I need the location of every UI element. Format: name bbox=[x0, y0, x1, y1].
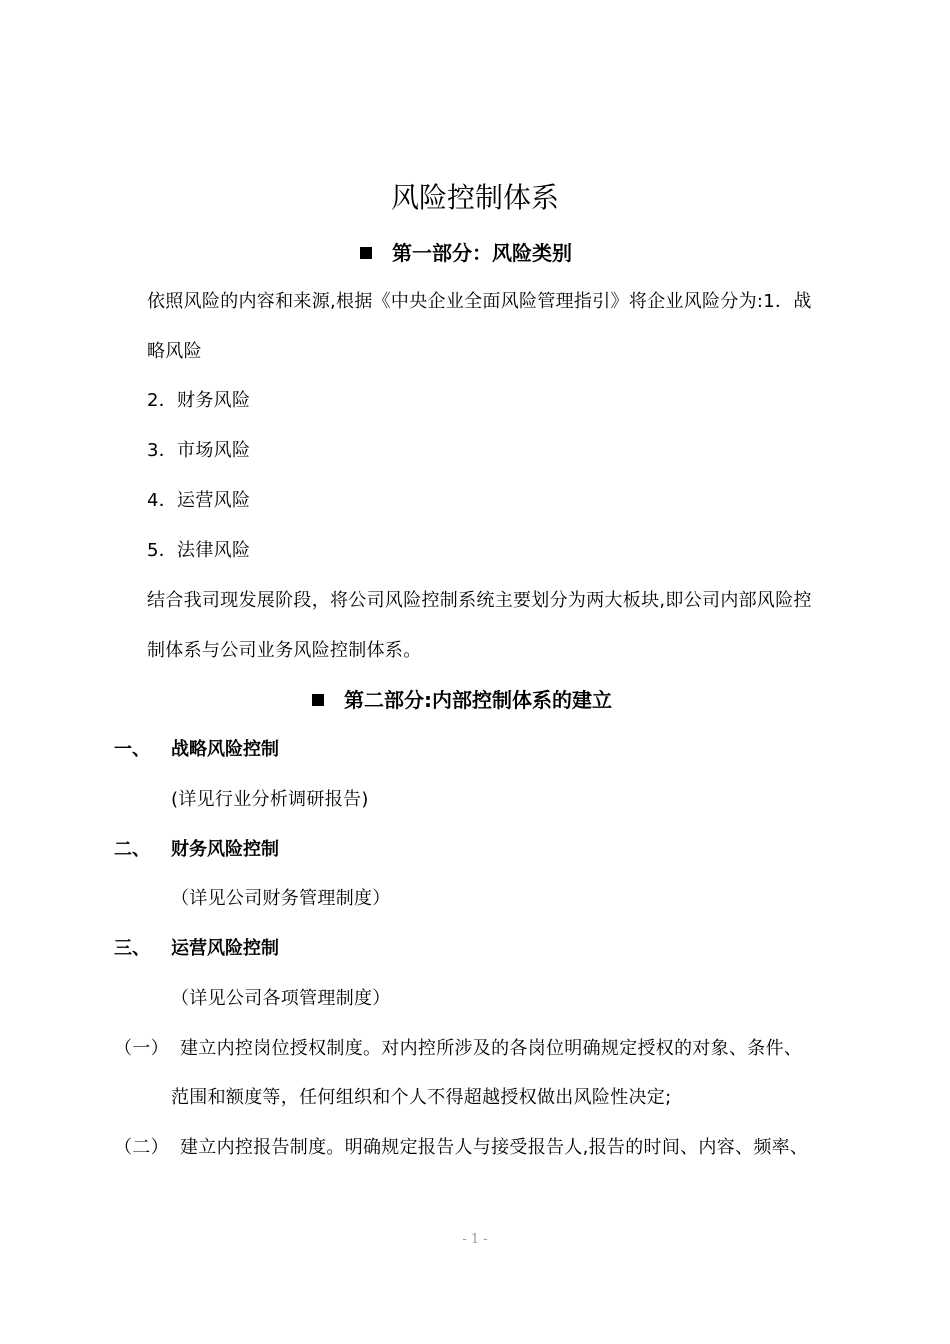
section-title: 财务风险控制 bbox=[171, 839, 279, 860]
subitem-line1: 建立内控岗位授权制度。对内控所涉及的各岗位明确规定授权的对象、条件、 bbox=[180, 1038, 803, 1059]
part1-heading bbox=[360, 238, 572, 268]
section-title: 战略风险控制 bbox=[171, 739, 279, 760]
subitem-line1: 建立内控报告制度。明确规定报告人与接受报告人,报告的时间、内容、频率、 bbox=[180, 1137, 809, 1158]
subitem-line2: 范围和额度等，任何组织和个人不得超越授权做出风险性决定; bbox=[171, 1087, 672, 1108]
part1-summary-line1: 结合我司现发展阶段，将公司风险控制系统主要划分为两大板块,即公司内部风险控 bbox=[147, 590, 812, 611]
section-note: （详见公司各项管理制度） bbox=[171, 988, 391, 1009]
list-item: 4．运营风险 bbox=[147, 490, 251, 511]
section-note: （详见公司财务管理制度） bbox=[171, 888, 391, 909]
list-item: 2．财务风险 bbox=[147, 390, 251, 411]
square-bullet-icon bbox=[312, 694, 324, 706]
subitem-number: （二） bbox=[114, 1137, 169, 1158]
square-bullet-icon bbox=[360, 247, 372, 259]
section-number: 一、 bbox=[114, 739, 150, 760]
part2-heading-text: 第二部分:内部控制体系的建立 bbox=[344, 688, 612, 712]
subitem-number: （一） bbox=[114, 1038, 169, 1059]
part1-intro-line1: 依照风险的内容和来源,根据《中央企业全面风险管理指引》将企业风险分为:1．战 bbox=[147, 291, 812, 312]
document-title: 风险控制体系 bbox=[390, 181, 559, 214]
section-number: 三、 bbox=[114, 938, 150, 959]
list-item: 5．法律风险 bbox=[147, 540, 251, 561]
section-title: 运营风险控制 bbox=[171, 938, 279, 959]
section-note: (详见行业分析调研报告) bbox=[171, 789, 369, 810]
part2-heading bbox=[312, 685, 612, 715]
part1-heading-text: 第一部分：风险类别 bbox=[392, 241, 572, 265]
page-number: - 1 - bbox=[462, 1232, 488, 1247]
part1-summary-line2: 制体系与公司业务风险控制体系。 bbox=[147, 640, 422, 661]
part1-intro-line2: 略风险 bbox=[147, 341, 202, 362]
section-number: 二、 bbox=[114, 839, 150, 860]
list-item: 3．市场风险 bbox=[147, 440, 251, 461]
